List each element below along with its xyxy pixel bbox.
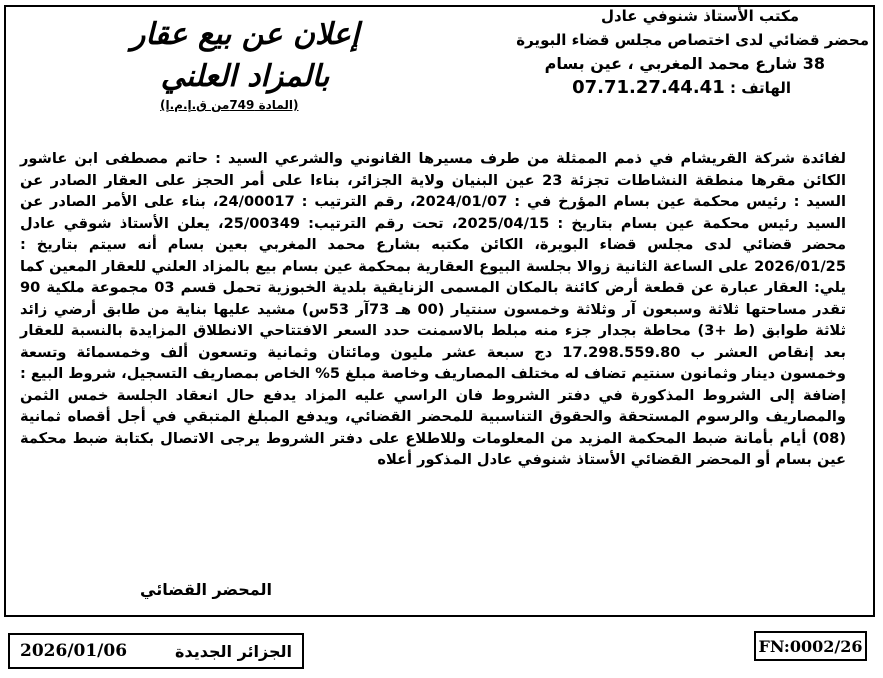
publication-box <box>8 633 304 669</box>
announcement-title <box>120 14 370 98</box>
office-title: محضر قضائي لدى اختصاص مجلس قضاء البويرة <box>516 31 869 49</box>
publication-date: 2026/01/06 <box>20 641 128 661</box>
phone-number: 07.71.27.44.41 <box>572 77 725 98</box>
phone-label: الهاتف : <box>729 79 791 97</box>
newspaper-name: الجزائر الجديدة <box>175 641 292 661</box>
file-number-box <box>754 631 867 661</box>
announcement-title-line2: بالمزاد العلني <box>160 59 330 94</box>
notice-body: لفائدة شركة القريشام في ذمم الممثلة من طرف مسيرها القانوني والشرعي السيد : حاتم مصطفى ابن عاشور الكائن مقرها منطقة النشاطات تجزئة 23 عين البنيان ولاية الجزائر، بناءا على أمر الحجز على العقار الصادر عن السيد : رئيس محكمة عين بسام المؤرخ في : 2024/01/07، رقم الترتيب : 24/00017، بناء على الأمر الصادر عن السيد رئيس محكمة عين بسام بتاريخ : 2025/04/15، تحت رقم الترتيب: 25/00349، يعلن الأستاذ شوقي عادل محضر قضائي لدى مجلس قضاء البويرة، الكائن مكتبه بشارع محمد المغربي بعين بسام أنه سيتم بتاريخ : 2026/01/25 على الساعة الثانية زوالا بجلسة البيوع العقارية بمحكمة عين بسام بيع بالمزاد العلني للعقار المعين كما يلي: العقار عبارة عن قطعة أرض كائنة بالمكان المسمى الزنايقية بلدية الخبوزية تحمل قسم 03 مجموعة ملكية 90 تقدر مساحتها ثلاثة وسبعون آر وثلاثة وخمسون سنتيار (00 هـ 73آر 53س) مشيد عليها بناية من طابق أرضي زائد ثلاثة طوابق (ط +3) محاطة بجدار جزء منه مبلط بالاسمنت حدد السعر الافتتاحي الانطلاق المزايدة بالنسبة للعقار بعد إنقاص العشر ب 17.298.559.80 دج سبعة عشر مليون ومائتان وثمانية وتسعون ألف وخمسمائة وتسعة وخمسون دينار وثمانون سنتيم تضاف له مختلف المصاريف وخاصة مبلغ 5% الخاص بمصاريف التسجيل، شروط البيع : إضافة إلى الشروط المذكورة في دفتر الشروط فان الراسي عليه المزاد يدفع حال انعقاد الجلسة خمس الثمن والمصاريف والرسوم المستحقة والحقوق التناسبية للمحضر القضائي، ويدفع المبلغ المتبقي في أجل أقصاه ثمانية (08) أيام بأمانة ضبط المحكمة المزيد من المعلومات وللاطلاع على دفتر الشروط يرجى الاتصال بكتابة ضبط محكمة عين بسام أو المحضر القضائي الأستاذ شنوفي عادل المذكور أعلاه <box>20 150 847 468</box>
office-name: مكتب الأستاذ شنوفي عادل <box>600 7 799 25</box>
file-number: FN:0002/26 <box>758 636 863 656</box>
legal-article-reference: (المادة 749من ق.إ.م.إ) <box>160 98 299 112</box>
announcement-title-line1: إعلان عن بيع عقار <box>130 17 360 52</box>
office-address: 38 شارع محمد المغربي ، عين بسام <box>544 54 825 73</box>
office-phone <box>439 76 869 100</box>
signature: المحضر القضائي <box>140 580 273 599</box>
bailiff-office-header <box>439 4 869 100</box>
